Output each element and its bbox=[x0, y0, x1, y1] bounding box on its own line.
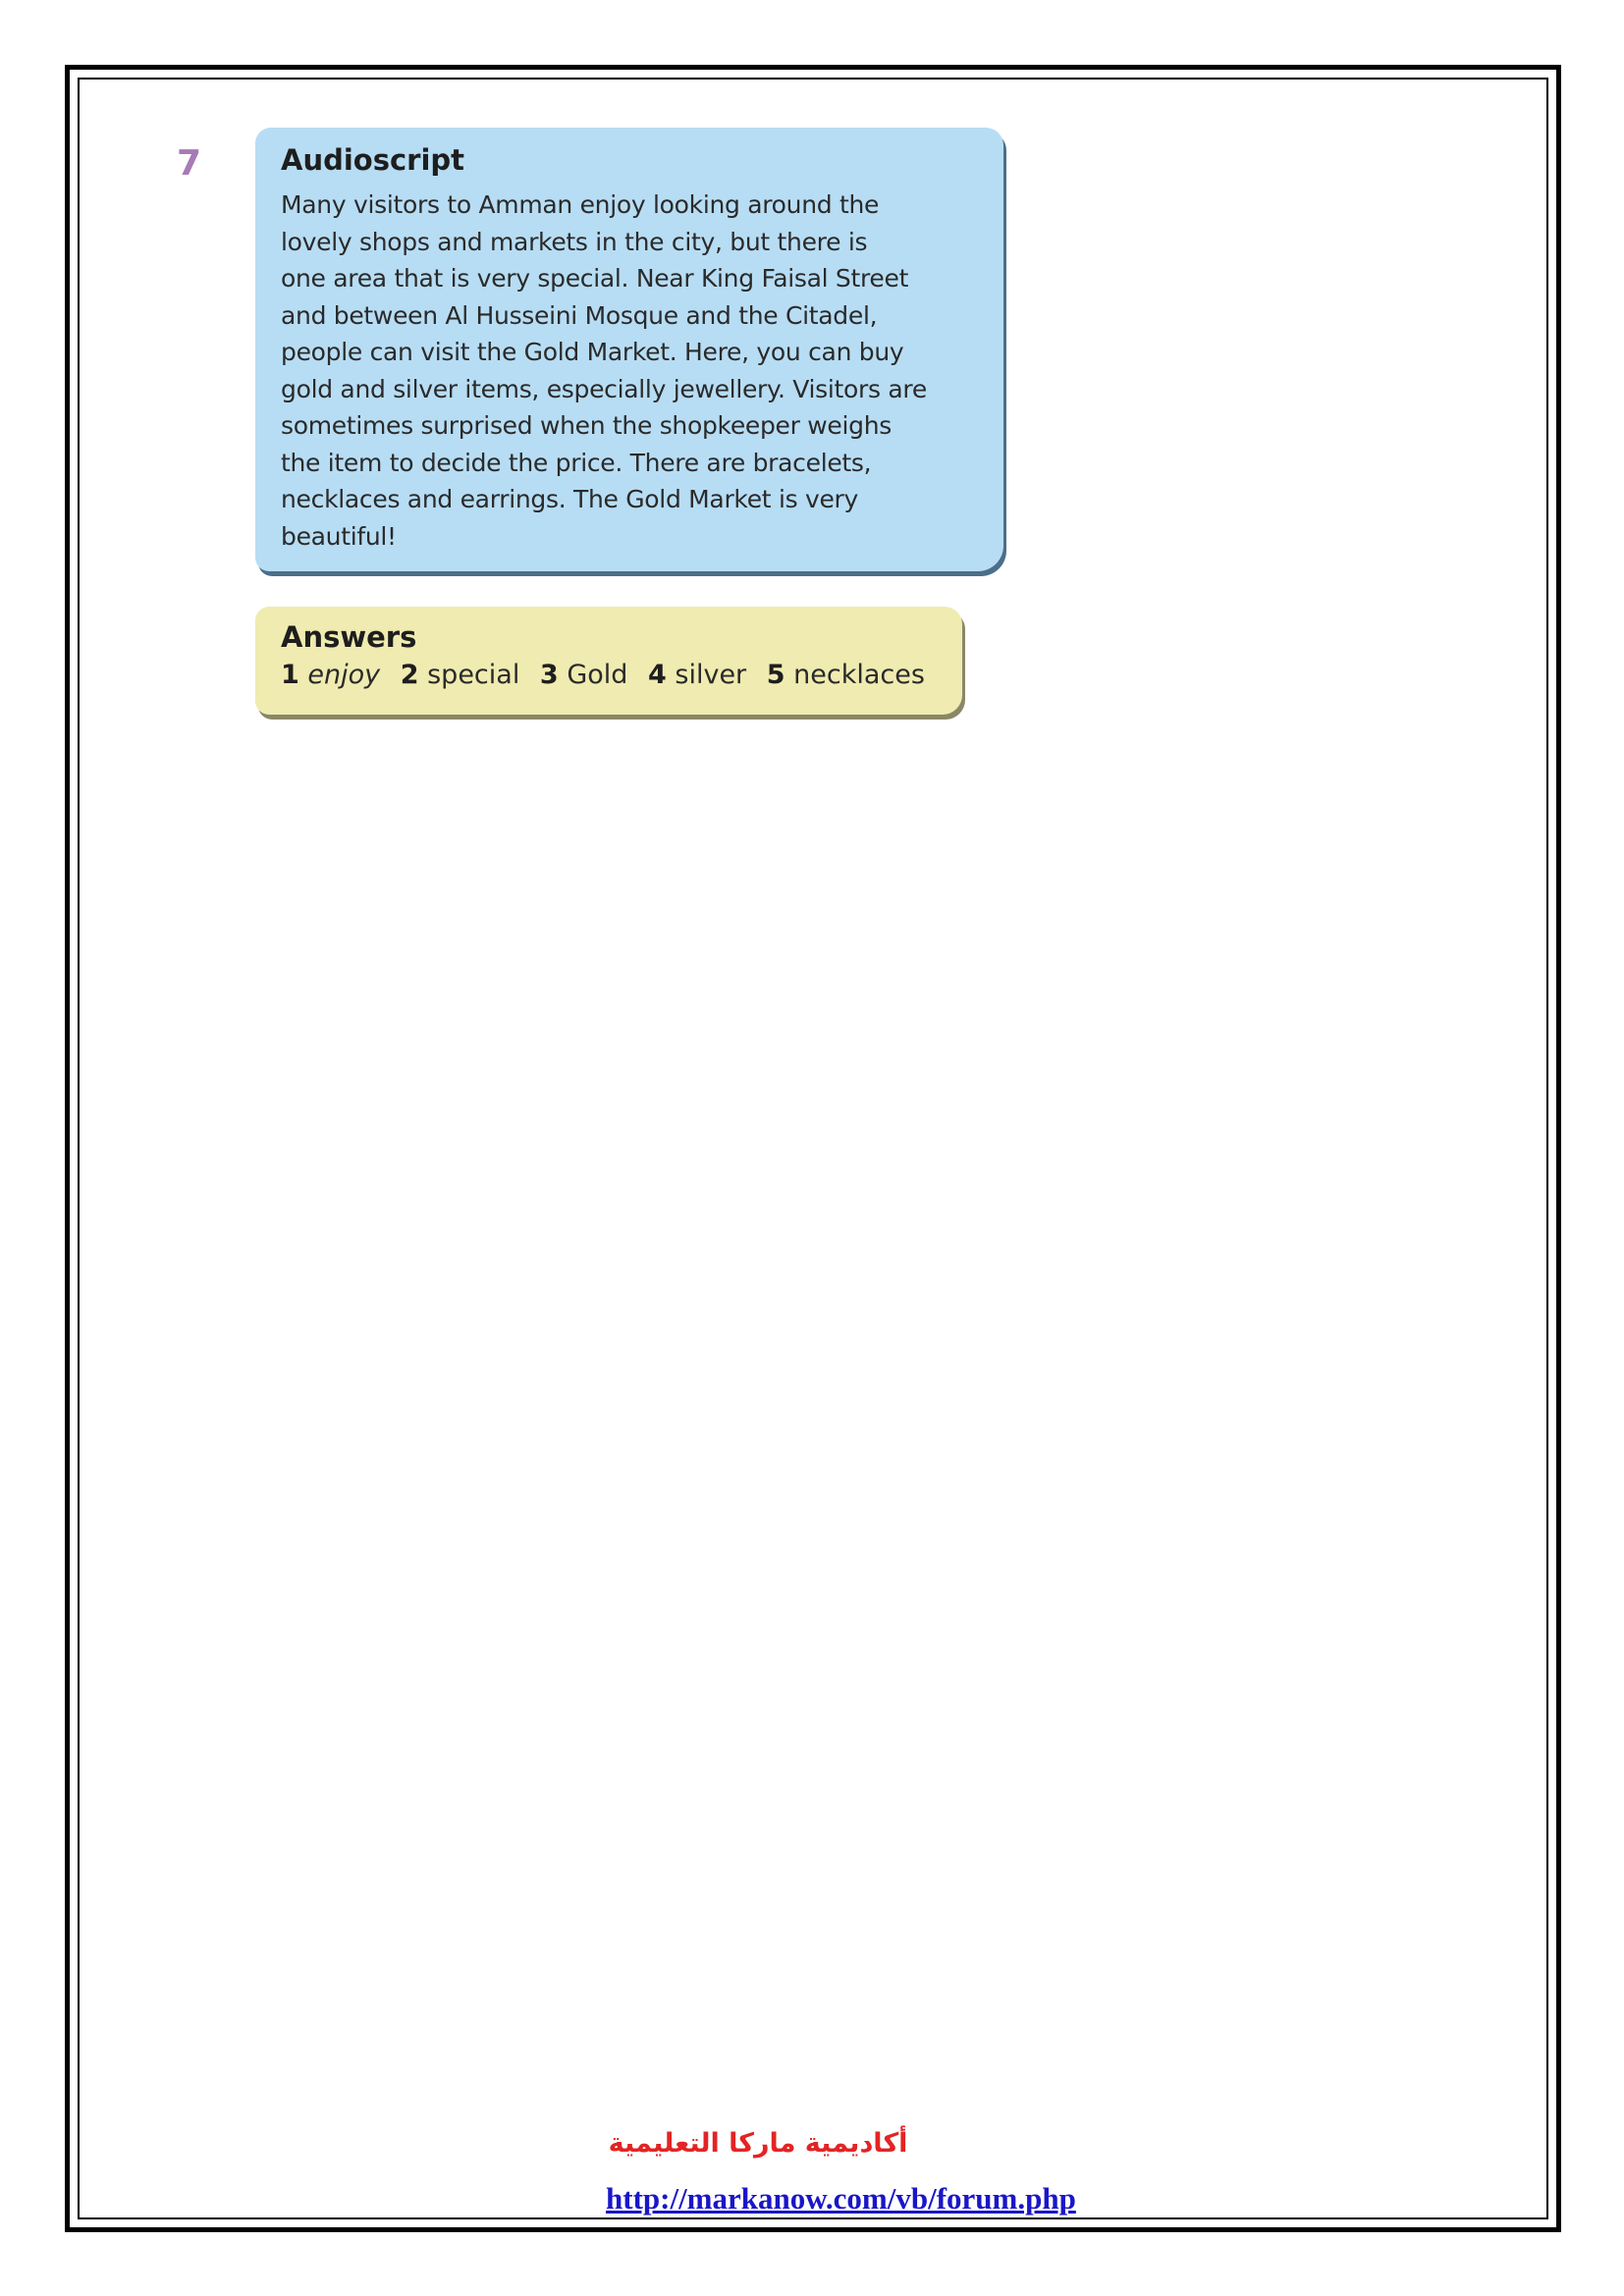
audioscript-line: one area that is very special. Near King Faisal Street bbox=[281, 264, 909, 293]
audioscript-text bbox=[281, 187, 980, 555]
answers-list bbox=[281, 656, 939, 695]
answer-number: 4 bbox=[648, 660, 667, 690]
answer-number: 2 bbox=[400, 660, 419, 690]
audioscript-line: beautiful! bbox=[281, 521, 397, 551]
audioscript-line: lovely shops and markets in the city, but there is bbox=[281, 227, 868, 256]
audioscript-line: people can visit the Gold Market. Here, you can buy bbox=[281, 338, 904, 366]
answer-number: 5 bbox=[766, 660, 785, 690]
audioscript-line: gold and silver items, especially jewellery. Visitors are bbox=[281, 374, 927, 403]
footer-title-text: أكاديمية ماركا التعليمية bbox=[608, 2128, 908, 2159]
audioscript-line: sometimes surprised when the shopkeeper weighs bbox=[281, 411, 892, 440]
answers-title: Answers bbox=[281, 620, 417, 654]
footer-link[interactable]: http://markanow.com/vb/forum.php bbox=[606, 2181, 1076, 2216]
answer-word: necklaces bbox=[793, 660, 925, 690]
audioscript-box bbox=[255, 128, 1003, 571]
answer-number: 1 bbox=[281, 660, 299, 690]
audioscript-line: the item to decide the price. There are bracelets, bbox=[281, 448, 872, 477]
audioscript-line: and between Al Husseini Mosque and the Citadel, bbox=[281, 300, 878, 330]
answer-word: special bbox=[427, 660, 520, 690]
answer-word: Gold bbox=[567, 660, 628, 690]
audioscript-line: Many visitors to Amman enjoy looking around the bbox=[281, 190, 880, 219]
exercise-number: 7 bbox=[177, 143, 202, 184]
answer-word: enjoy bbox=[307, 660, 381, 690]
answer-word: silver bbox=[675, 660, 747, 690]
answer-number: 3 bbox=[539, 660, 559, 690]
audioscript-line: necklaces and earrings. The Gold Market is very bbox=[281, 485, 859, 513]
audioscript-title: Audioscript bbox=[281, 143, 465, 177]
answers-box bbox=[255, 607, 962, 715]
footer-title bbox=[0, 2128, 1624, 2159]
